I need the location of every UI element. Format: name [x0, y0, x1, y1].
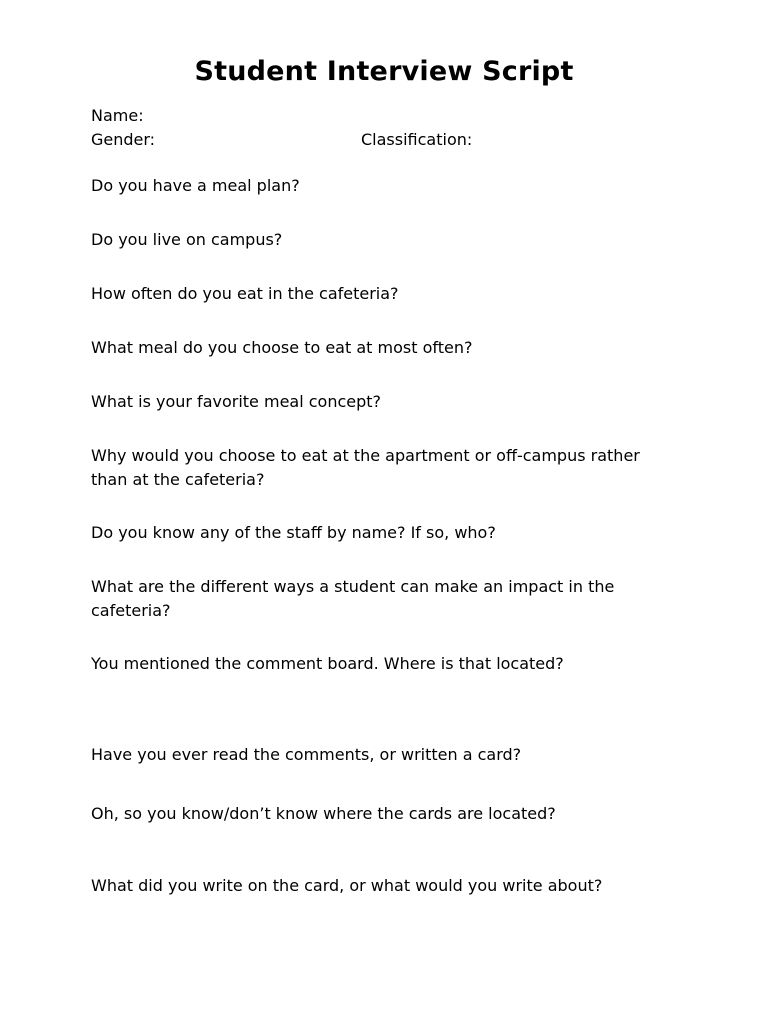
question-comment-board: You mentioned the comment board. Where is that located? — [91, 654, 564, 673]
question-meal-plan: Do you have a meal plan? — [91, 176, 300, 195]
question-staff-names: Do you know any of the staff by name? If so, who? — [91, 523, 496, 542]
question-off-campus: Why would you choose to eat at the apartment or off-campus rather than at the cafeteria? — [91, 446, 640, 489]
name-field-label: Name: — [91, 106, 144, 125]
page-title: Student Interview Script — [194, 56, 574, 87]
gender-field-label: Gender: — [91, 130, 156, 149]
question-card-location: Oh, so you know/don’t know where the cards are located? — [91, 804, 556, 823]
question-favorite-concept: What is your favorite meal concept? — [91, 392, 382, 411]
question-student-impact: What are the different ways a student can make an impact in the cafeteria? — [91, 577, 615, 620]
question-meal-choice: What meal do you choose to eat at most often? — [91, 338, 473, 357]
classification-field-label: Classification: — [361, 130, 473, 149]
question-read-comments: Have you ever read the comments, or written a card? — [91, 745, 522, 764]
question-live-on-campus: Do you live on campus? — [91, 230, 283, 249]
question-cafeteria-frequency: How often do you eat in the cafeteria? — [91, 284, 399, 303]
question-card-content: What did you write on the card, or what would you write about? — [91, 876, 603, 895]
